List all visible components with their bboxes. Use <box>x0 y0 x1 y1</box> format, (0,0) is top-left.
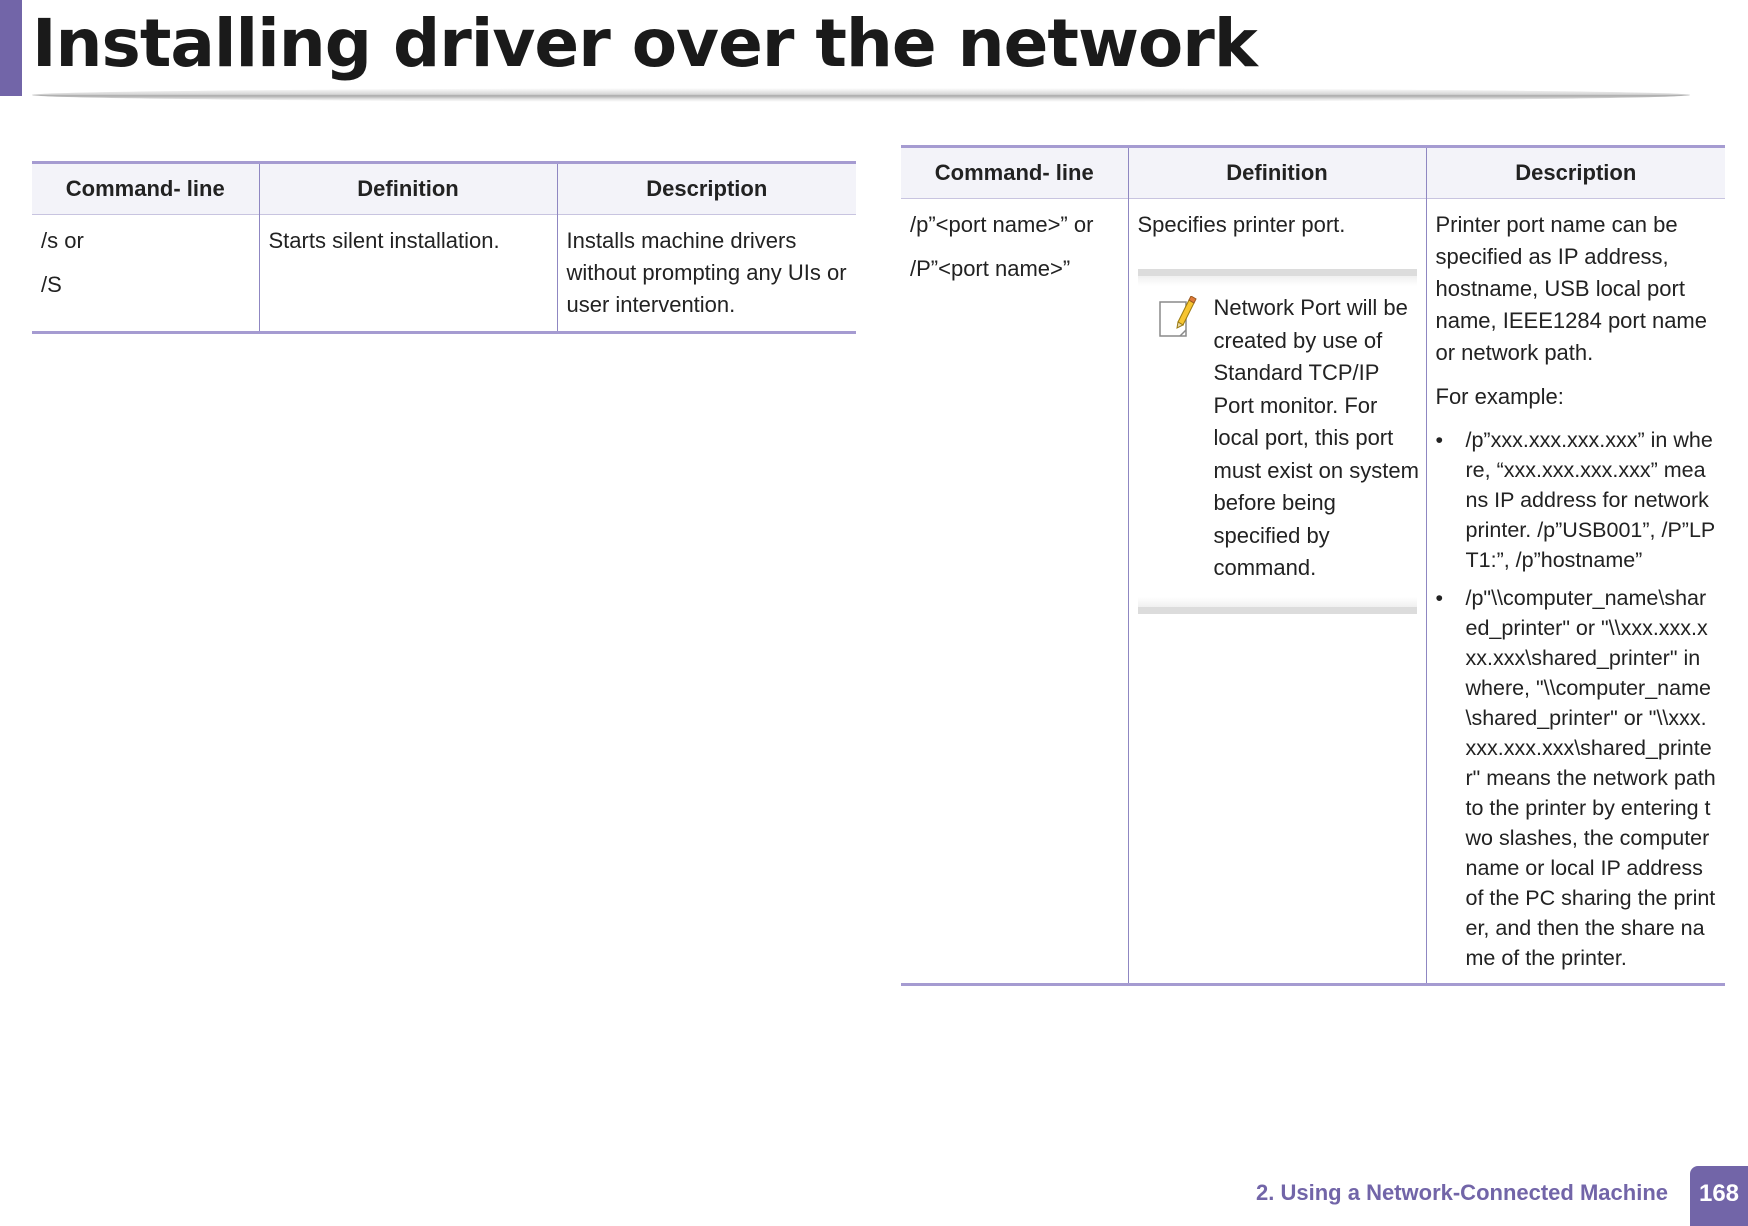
list-item-text: /p"\\computer_name\shared_printer" or "\\xxx.xxx.xxx.xxx\shared_printer" in where, "\\computer_name\shared_printer" or "\\xxx.xxx.xxx.xxx\shared_printer" means the network path to the printer by entering two slashes, the computer name or local IP address of the PC sharing the printer, and then the share name of the printer. <box>1465 586 1716 970</box>
header-description: Description <box>1426 147 1725 199</box>
note-box <box>1138 269 1417 614</box>
list-item-text: /p”xxx.xxx.xxx.xxx” in where, “xxx.xxx.xxx.xxx” means IP address for network printer. /p”USB001”, /P”LPT1:”, /p”hostname” <box>1465 428 1716 572</box>
header-description: Description <box>557 163 856 215</box>
command-table-silent <box>32 161 856 334</box>
description-cell <box>1426 199 1725 985</box>
bullet-icon: • <box>1435 428 1444 452</box>
table-row <box>32 215 856 333</box>
note-pencil-icon <box>1156 296 1198 340</box>
example-list <box>1436 425 1717 973</box>
title-accent-bar <box>0 0 22 96</box>
header-command-line: Command- line <box>901 147 1128 199</box>
header-definition: Definition <box>1128 147 1426 199</box>
title-underline <box>32 88 1690 102</box>
header-command-line: Command- line <box>32 163 259 215</box>
command-line: /s or <box>41 228 84 253</box>
command-line: /S <box>41 272 62 297</box>
page-number: 168 <box>1690 1166 1748 1226</box>
command-line-cell <box>901 199 1128 985</box>
page-title: Installing driver over the network <box>32 5 1257 82</box>
definition-cell <box>1128 199 1426 985</box>
header-definition: Definition <box>259 163 557 215</box>
description-cell: Installs machine drivers without prompting any UIs or user intervention. <box>557 215 856 333</box>
example-label: For example: <box>1435 384 1564 409</box>
command-line-cell <box>32 215 259 333</box>
bullet-icon: • <box>1435 586 1444 610</box>
table-header-row <box>32 163 856 215</box>
definition-cell: Starts silent installation. <box>259 215 557 333</box>
list-item <box>1436 583 1717 973</box>
command-line: /p”<port name>” or <box>910 212 1094 237</box>
table-row <box>901 199 1725 985</box>
table-header-row <box>901 147 1725 199</box>
command-line: /P”<port name>” <box>910 256 1071 281</box>
note-text: Network Port will be created by use of Standard TCP/IP Port monitor. For local port, this port must exist on system before being specified by command. <box>1213 295 1419 580</box>
definition-text: Specifies printer port. <box>1137 212 1346 237</box>
command-table-port <box>901 145 1725 986</box>
footer-section-title: 2. Using a Network-Connected Machine <box>1256 1180 1668 1205</box>
description-intro: Printer port name can be specified as IP address, hostname, USB local port name, IEEE1284 port name or network path. <box>1435 212 1707 365</box>
list-item <box>1436 425 1717 575</box>
